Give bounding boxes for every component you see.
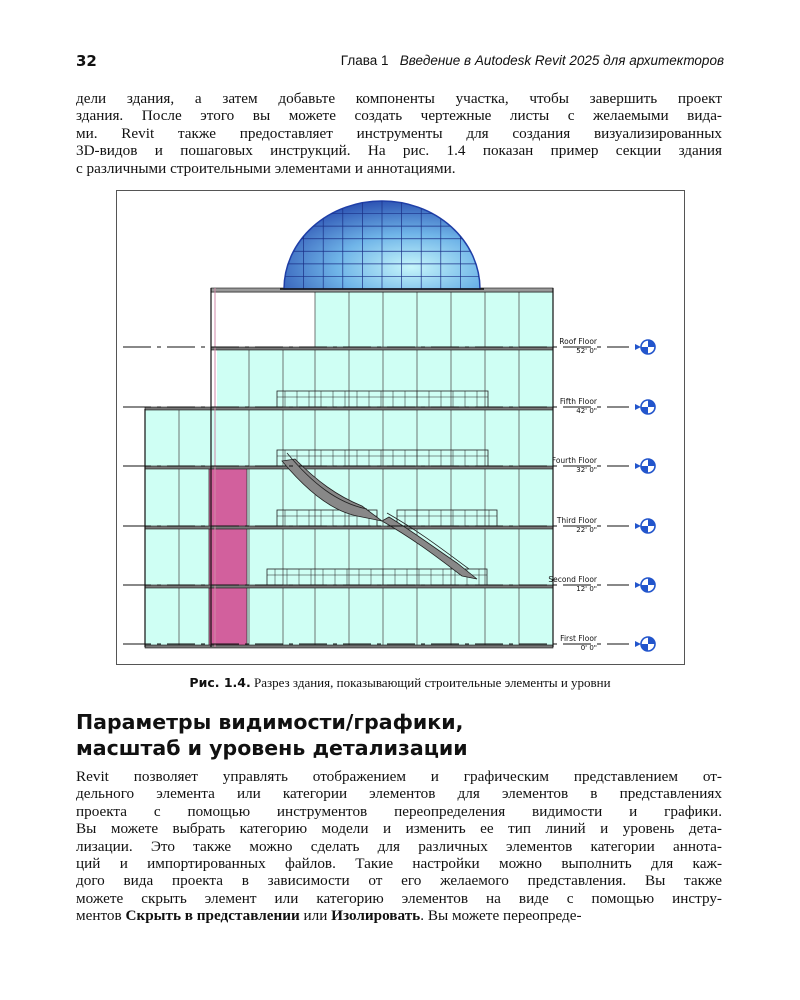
chapter-label: Глава 1	[340, 53, 389, 68]
caption-label: Рис. 1.4.	[189, 675, 251, 690]
book-title: Введение в Autodesk Revit 2025 для архитекторов	[399, 53, 724, 68]
caption-text: Разрез здания, показывающий строительные элементы и уровни	[253, 675, 611, 690]
bold-term-hide: Скрыть в представлении	[125, 907, 300, 925]
building-section-drawing	[117, 191, 684, 664]
running-head-title	[341, 53, 724, 68]
level-head-icon	[635, 340, 655, 354]
level-elevation: 32' 0"	[576, 466, 597, 474]
level-elevation: 42' 0"	[576, 407, 597, 415]
level-name: Fifth Floor	[559, 397, 597, 406]
text-line: проекта с помощью инструментов переопределения видимости и графики.	[76, 802, 722, 820]
level-name: Third Floor	[556, 516, 597, 525]
level-head-icon	[635, 519, 655, 533]
body-paragraph	[76, 768, 722, 925]
text-line: дели здания, а затем добавьте компоненты участка, чтобы завершить проект	[76, 90, 722, 107]
level-head-icon	[635, 578, 655, 592]
text-run: или	[299, 907, 332, 925]
heading-line-2: масштаб и уровень детализации	[76, 736, 468, 760]
level-name: Fourth Floor	[551, 456, 597, 465]
level-elevation: 12' 0"	[576, 585, 597, 593]
building-section-figure	[116, 190, 685, 665]
page-number: 32	[76, 52, 97, 70]
heading-line-1: Параметры видимости/графики,	[76, 710, 464, 734]
bold-term-isolate: Изолировать	[331, 907, 421, 925]
level-name: Roof Floor	[559, 337, 597, 346]
level-head-arrow	[635, 463, 641, 469]
intro-paragraph	[76, 90, 722, 177]
level-head-arrow	[635, 404, 641, 410]
section-heading	[76, 709, 468, 761]
text-line: ми. Revit также предоставляет инструменты для создания визуализированных	[76, 124, 722, 142]
floor-slab	[145, 645, 553, 648]
level-name: Second Floor	[548, 575, 597, 584]
level-name: First Floor	[560, 634, 597, 643]
running-header	[76, 50, 724, 74]
text-line: здания. После этого вы можете создать чертежные листы с желаемыми вида-	[76, 107, 722, 125]
level-head-icon	[635, 459, 655, 473]
level-elevation: 52' 0"	[576, 347, 597, 355]
text-line: можете скрыть элемент или категорию элементов на виде с помощью инстру-	[76, 889, 722, 907]
text-line-last	[76, 907, 722, 924]
level-head-arrow	[635, 582, 641, 588]
level-head-arrow	[635, 641, 641, 647]
text-line: с различными строительными элементами и аннотациями.	[76, 159, 456, 177]
text-line: Вы можете выбрать категорию модели и изменить ее тип линий и уровень дета-	[76, 820, 722, 838]
text-line: дого вида проекта в зависимости от его желаемого представления. Вы также	[76, 872, 722, 890]
open-room	[213, 291, 315, 349]
level-head-icon	[635, 400, 655, 414]
level-elevation: 22' 0"	[576, 526, 597, 534]
text-run: . Вы можете переопреде-	[420, 907, 582, 925]
text-run: ментов	[76, 907, 126, 925]
text-line: Revit позволяет управлять отображением и графическим представлением от-	[76, 768, 722, 785]
text-line: ций и импортированных файлов. Такие настройки можно выполнить для каж-	[76, 855, 722, 873]
text-line: дельного элемента или категории элементов для элементов в представлениях	[76, 785, 722, 803]
text-line: 3D-видов и пошаговых инструкций. На рис. 1.4 показан пример секции здания	[76, 142, 722, 160]
level-head-arrow	[635, 523, 641, 529]
level-head-arrow	[635, 344, 641, 350]
level-head-icon	[635, 637, 655, 651]
text-line: лизации. Это также можно сделать для различных элементов категории аннота-	[76, 837, 722, 855]
figure-caption	[0, 675, 800, 691]
level-elevation: 0' 0"	[580, 644, 597, 652]
